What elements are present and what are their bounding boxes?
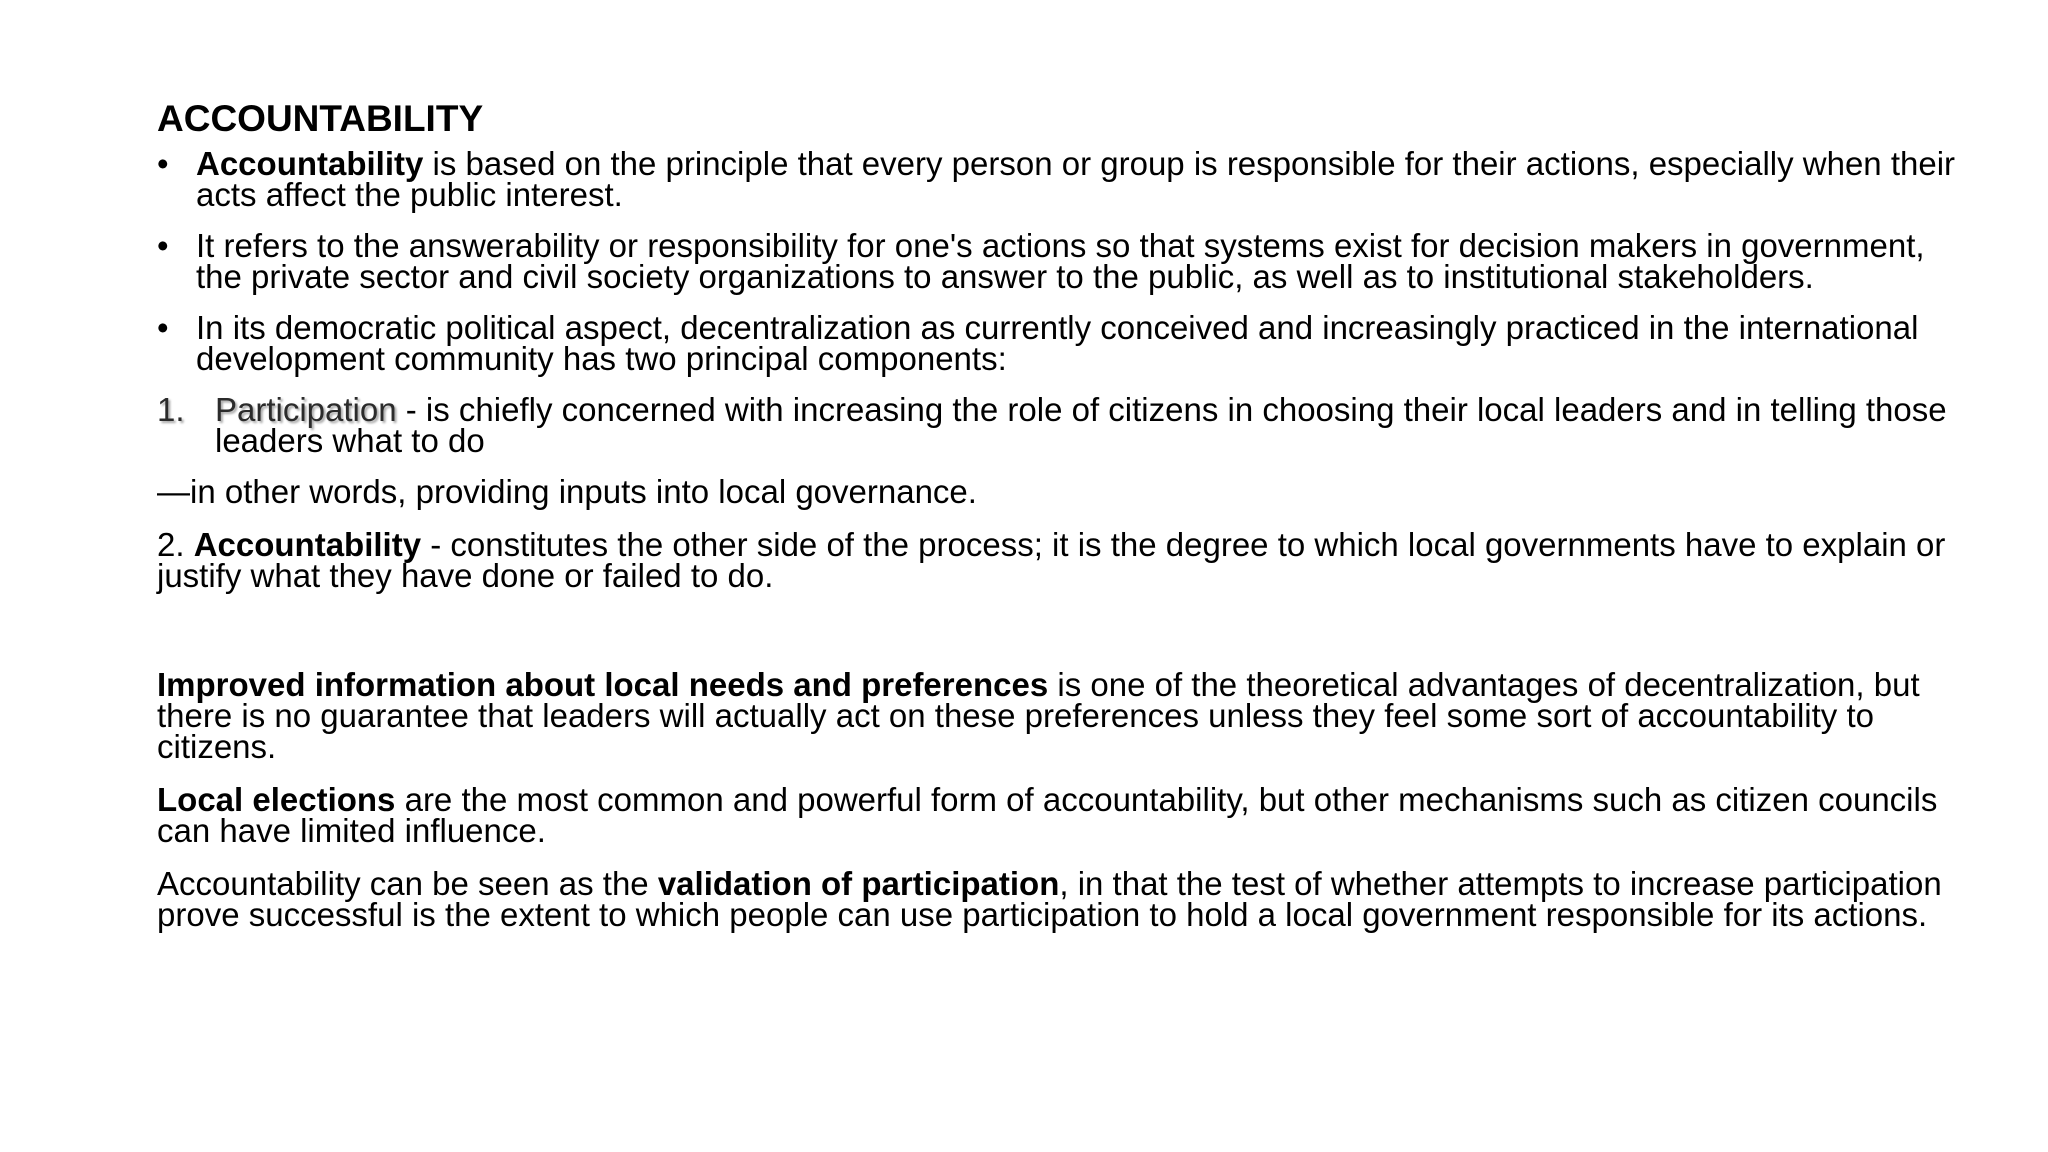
numbered-text: - is chiefly concerned with increasing the role of citizens in choosing their local leaders and in telling those leaders what to do bbox=[215, 391, 1947, 459]
numbered-item-accountability bbox=[157, 526, 1957, 594]
paragraph-text-after: , in that the test of whether attempts to increase participation prove successful is the extent to which people can use participation to hold a local government responsible for its actions. bbox=[157, 865, 1942, 933]
paragraph-bold-phrase: validation of participation bbox=[657, 865, 1060, 902]
paragraph-improved-information bbox=[157, 666, 1957, 765]
slide-title: ACCOUNTABILITY bbox=[157, 98, 484, 139]
bullet-bold-term: Accountability bbox=[196, 145, 424, 182]
accountability-term: Accountability bbox=[193, 526, 422, 563]
slide-content bbox=[157, 98, 1957, 952]
bullet-item-accountability-principle bbox=[157, 145, 1957, 213]
paragraph-text: are the most common and powerful form of accountability, but other mechanisms such as citizen councils can have limited influence. bbox=[157, 781, 1938, 849]
paragraph-bold-lead: Improved information about local needs and preferences bbox=[157, 666, 1049, 703]
bullet-item-democratic-aspect bbox=[157, 309, 1957, 377]
bullet-text: In its democratic political aspect, decentralization as currently conceived and increasingly practiced in the international development community has two principal components: bbox=[196, 309, 1919, 377]
numbered-marker: 1. bbox=[157, 391, 185, 428]
paragraph-validation bbox=[157, 865, 1957, 933]
paragraph-text: is one of the theoretical advantages of decentralization, but there is no guarantee that leaders will actually act on these preferences unless they feel some sort of accountability to citizens. bbox=[157, 666, 1920, 765]
participation-term: Participation bbox=[215, 391, 397, 428]
bullet-marker: • bbox=[157, 227, 169, 264]
bullet-text: It refers to the answerability or responsibility for one's actions so that systems exist for decision makers in government, the private sector and civil society organizations to answer to the public, as well as to institutional stakeholders. bbox=[196, 227, 1925, 295]
numbered-marker: 2. bbox=[157, 526, 194, 563]
continuation-line: —in other words, providing inputs into local governance. bbox=[157, 473, 977, 510]
bullet-marker: • bbox=[157, 145, 169, 182]
paragraph-local-elections bbox=[157, 781, 1957, 849]
paragraph-bold-lead: Local elections bbox=[157, 781, 396, 818]
bullet-marker: • bbox=[157, 309, 169, 346]
numbered-item-participation bbox=[157, 391, 1957, 459]
bullet-text: is based on the principle that every person or group is responsible for their actions, especially when their acts affect the public interest. bbox=[196, 145, 1956, 213]
spacer bbox=[157, 613, 1957, 669]
numbered-text: - constitutes the other side of the process; it is the degree to which local governments have to explain or justify what they have done or failed to do. bbox=[157, 526, 1946, 594]
bullet-item-answerability bbox=[157, 227, 1957, 295]
paragraph-text-before: Accountability can be seen as the bbox=[157, 865, 658, 902]
